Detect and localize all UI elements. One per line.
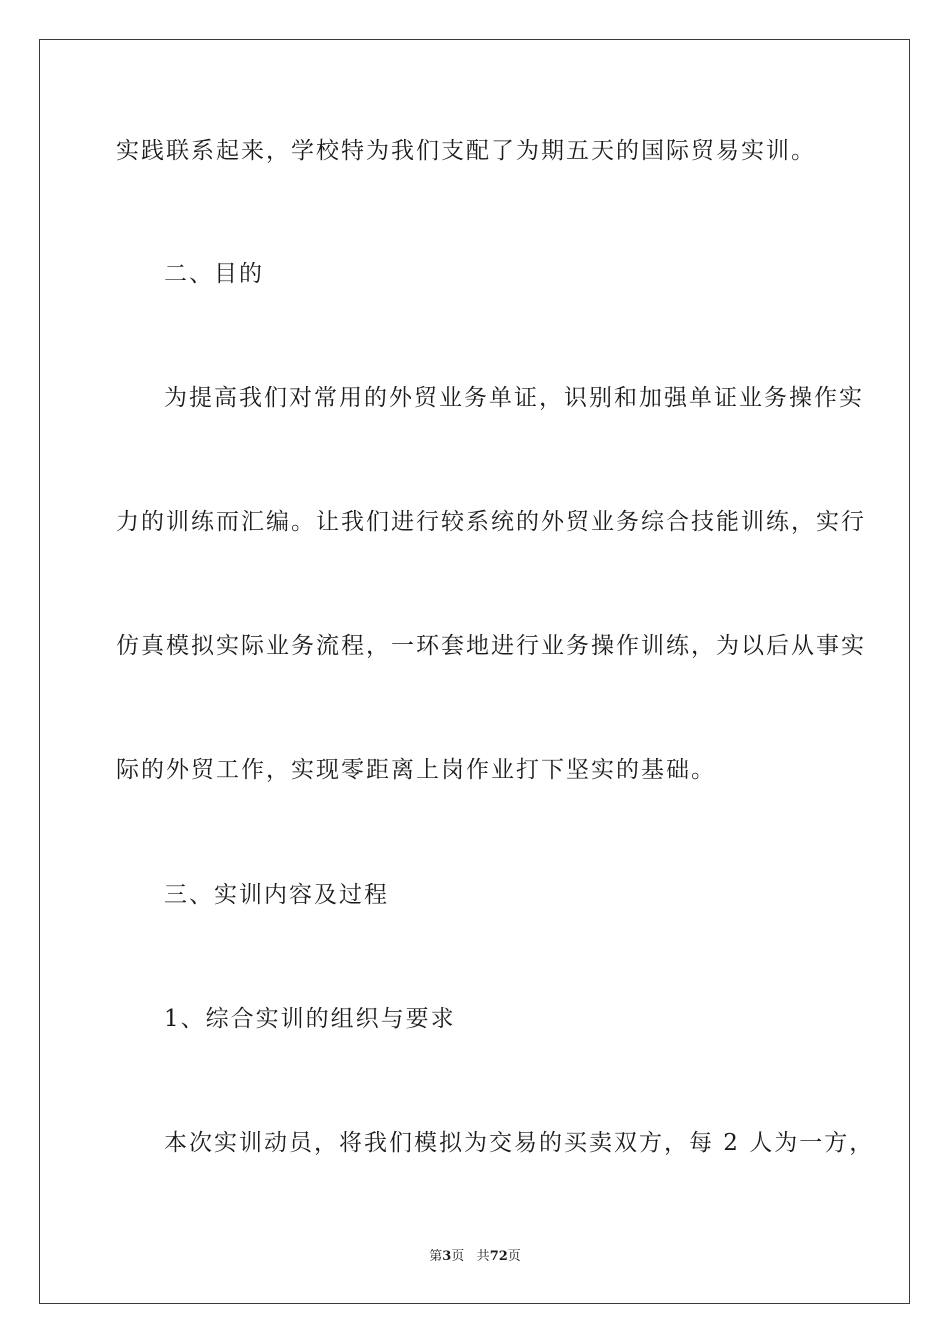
page-border (39, 39, 910, 1304)
footer-total-pages: 72 (489, 1249, 508, 1264)
footer-total-prefix: 共 (476, 1249, 490, 1264)
body-text-line: 力的训练而汇编。让我们进行较系统的外贸业务综合技能训练，实行 (116, 509, 866, 535)
section-heading: 三、实训内容及过程 (164, 882, 389, 908)
body-text-line: 实践联系起来，学校特为我们支配了为期五天的国际贸易实训。 (116, 138, 816, 164)
footer-total-suffix: 页 (507, 1249, 521, 1264)
section-heading: 二、目的 (164, 261, 264, 287)
footer-page-suffix: 页 (451, 1249, 465, 1264)
footer-page-number: 3 (442, 1249, 452, 1264)
body-text-line: 本次实训动员，将我们模拟为交易的买卖双方，每 2 人为一方， (164, 1130, 875, 1156)
subsection-heading: 1、综合实训的组织与要求 (164, 1006, 456, 1032)
footer-page-prefix: 第 (429, 1249, 443, 1264)
body-text-line: 际的外贸工作，实现零距离上岗作业打下坚实的基础。 (116, 757, 716, 783)
body-text-line: 为提高我们对常用的外贸业务单证，识别和加强单证业务操作实 (164, 385, 864, 411)
body-text-line: 仿真模拟实际业务流程，一环套地进行业务操作训练，为以后从事实 (116, 633, 866, 659)
page-footer (0, 1248, 950, 1266)
